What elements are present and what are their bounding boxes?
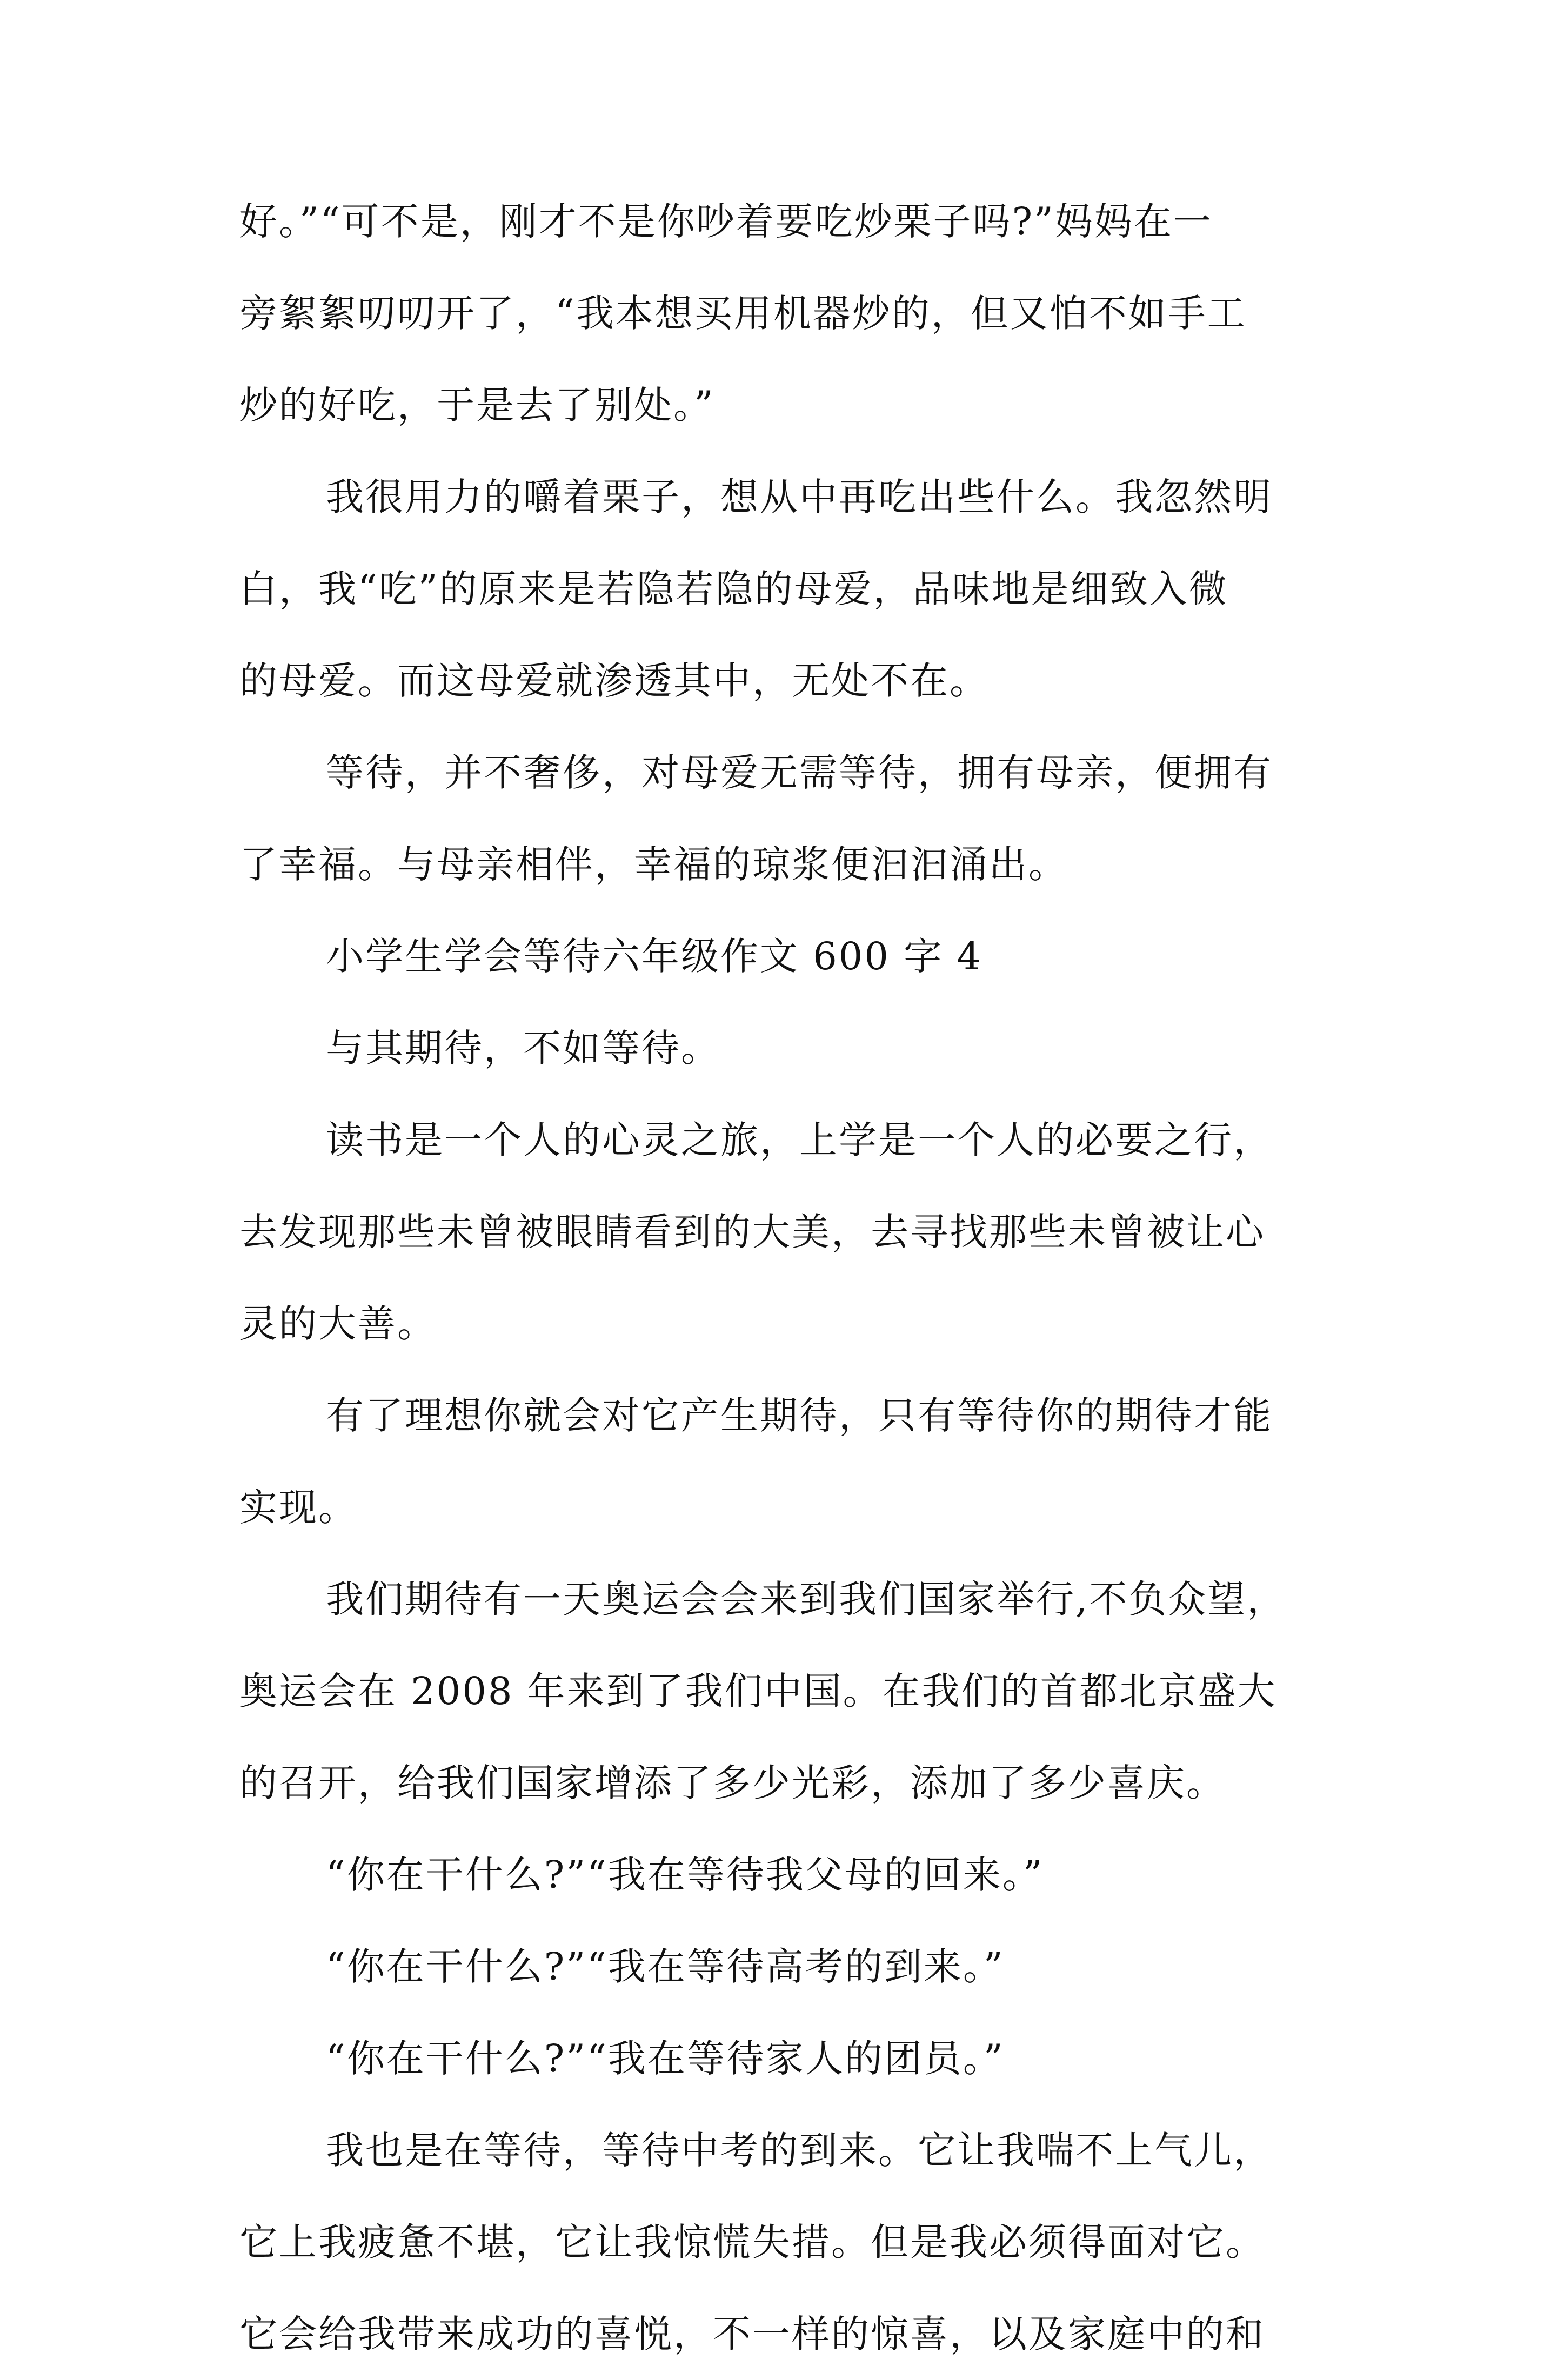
text-line: 炒的好吃，于是去了别处。” (239, 383, 715, 427)
document-body (239, 176, 1342, 2380)
dialogue-line: “你在干什么?”“我在等待高考的到来。” (326, 1945, 1005, 1989)
text-line: 与其期待，不如等待。 (326, 1026, 720, 1070)
text-line: 它上我疲惫不堪，它让我惊慌失措。但是我必须得面对它。 (239, 2220, 1265, 2264)
text-line: 实现。 (239, 1485, 358, 1530)
text-line: 白，我“吃”的原来是若隐若隐的母爱，品味地是细致入微 (239, 567, 1228, 611)
text-line: 的母爱。而这母爱就渗透其中，无处不在。 (239, 659, 989, 703)
text-line: 的召开，给我们国家增添了多少光彩，添加了多少喜庆。 (239, 1761, 1226, 1805)
text-line: 灵的大善。 (239, 1302, 437, 1346)
text-line: 我们期待有一天奥运会会来到我们国家举行,不负众望， (326, 1577, 1287, 1621)
text-line: 有了理想你就会对它产生期待，只有等待你的期待才能 (326, 1393, 1273, 1438)
text-line: 等待，并不奢侈，对母爱无需等待，拥有母亲，便拥有 (326, 750, 1273, 795)
text-line: 好。”“可不是，刚才不是你吵着要吃炒栗子吗?”妈妈在一 (239, 199, 1213, 244)
text-line: 奥运会在 2008 年来到了我们中国。在我们的首都北京盛大 (239, 1669, 1277, 1713)
text-line: 了幸福。与母亲相伴，幸福的琼浆便汩汩涌出。 (239, 842, 1068, 887)
text-line: 我也是在等待，等待中考的到来。它让我喘不上气儿， (326, 2128, 1273, 2173)
text-line: 去发现那些未曾被眼睛看到的大美，去寻找那些未曾被让心 (239, 1210, 1265, 1254)
text-line: 它会给我带来成功的喜悦，不一样的惊喜，以及家庭中的和 (239, 2312, 1265, 2356)
dialogue-line: “你在干什么?”“我在等待家人的团员。” (326, 2036, 1005, 2081)
text-line: 旁絮絮叨叨开了，“我本想买用机器炒的，但又怕不如手工 (239, 291, 1247, 336)
dialogue-line: “你在干什么?”“我在等待我父母的回来。” (326, 1853, 1044, 1897)
text-line: 我很用力的嚼着栗子，想从中再吃出些什么。我忽然明 (326, 475, 1273, 519)
text-line: 读书是一个人的心灵之旅，上学是一个人的必要之行， (326, 1118, 1273, 1162)
section-heading: 小学生学会等待六年级作文 600 字 4 (326, 934, 982, 978)
